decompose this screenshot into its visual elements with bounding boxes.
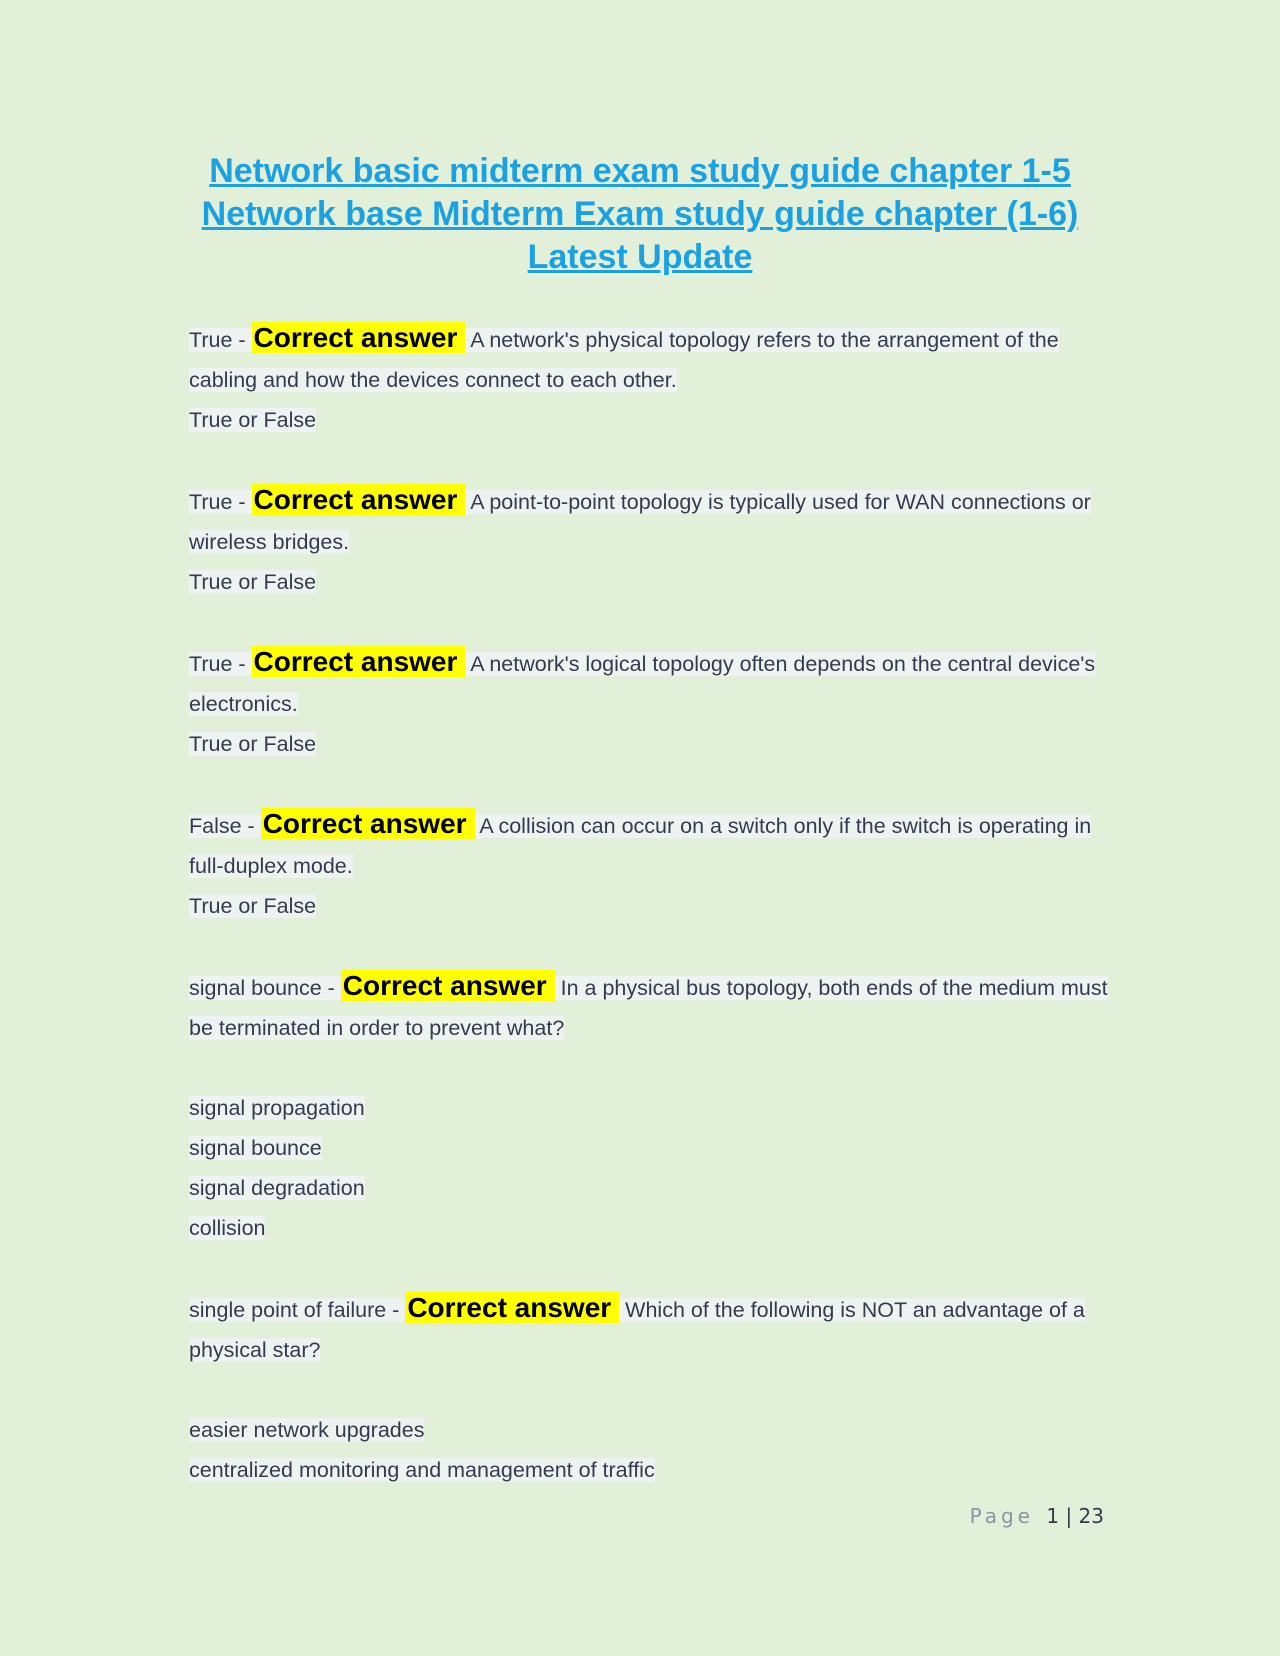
- correct-answer-label: Correct answer: [405, 1292, 619, 1323]
- option-text: collision: [189, 1216, 266, 1240]
- document-body: [189, 318, 1129, 1490]
- qa-item: [189, 318, 1129, 400]
- qa-item: [189, 480, 1129, 562]
- option-text: True or False: [189, 408, 317, 432]
- title-line-3[interactable]: Latest Update: [527, 238, 753, 276]
- option-text: True or False: [189, 732, 317, 756]
- option-text: True or False: [189, 894, 317, 918]
- title-line-1[interactable]: Network basic midterm exam study guide chapter 1-5: [209, 152, 1071, 190]
- page-footer: [970, 1504, 1104, 1528]
- question-text: In a physical bus topology, both ends of the medium must be terminated in order to prevent what?: [189, 976, 1108, 1040]
- option-text: True or False: [189, 570, 317, 594]
- answer-text: signal bounce -: [189, 976, 341, 1000]
- correct-answer-label: Correct answer: [252, 484, 466, 515]
- answer-text: True -: [189, 490, 252, 514]
- answer-text: True -: [189, 652, 252, 676]
- option-text: centralized monitoring and management of traffic: [189, 1458, 655, 1482]
- question-text: A network's logical topology often depends on the central device's electronics.: [189, 652, 1096, 716]
- option-text: signal bounce: [189, 1136, 322, 1160]
- question-text: A point-to-point topology is typically used for WAN connections or wireless bridges.: [189, 490, 1091, 554]
- answer-text: True -: [189, 328, 252, 352]
- question-text: Which of the following is NOT an advantage of a physical star?: [189, 1298, 1085, 1362]
- question-text: A collision can occur on a switch only if the switch is operating in full-duplex mode.: [189, 814, 1092, 878]
- page-number: 1: [1046, 1504, 1060, 1528]
- option-text: easier network upgrades: [189, 1418, 425, 1442]
- qa-item: [189, 966, 1129, 1048]
- correct-answer-label: Correct answer: [341, 970, 555, 1001]
- answer-text: single point of failure -: [189, 1298, 406, 1322]
- correct-answer-label: Correct answer: [261, 808, 475, 839]
- question-text: A network's physical topology refers to the arrangement of the cabling and how the devices connect to each other.: [189, 328, 1059, 392]
- option-text: signal propagation: [189, 1096, 365, 1120]
- page-label: Page: [969, 1504, 1034, 1528]
- title-line-2[interactable]: Network base Midterm Exam study guide chapter (1-6): [201, 195, 1079, 233]
- qa-item: [189, 1288, 1129, 1370]
- total-pages: 23: [1078, 1504, 1104, 1528]
- option-text: signal degradation: [189, 1176, 365, 1200]
- answer-text: False -: [189, 814, 261, 838]
- document-title: [0, 150, 1280, 279]
- qa-item: [189, 804, 1129, 886]
- correct-answer-label: Correct answer: [252, 322, 466, 353]
- qa-item: [189, 642, 1129, 724]
- correct-answer-label: Correct answer: [252, 646, 466, 677]
- page-separator: |: [1065, 1504, 1073, 1528]
